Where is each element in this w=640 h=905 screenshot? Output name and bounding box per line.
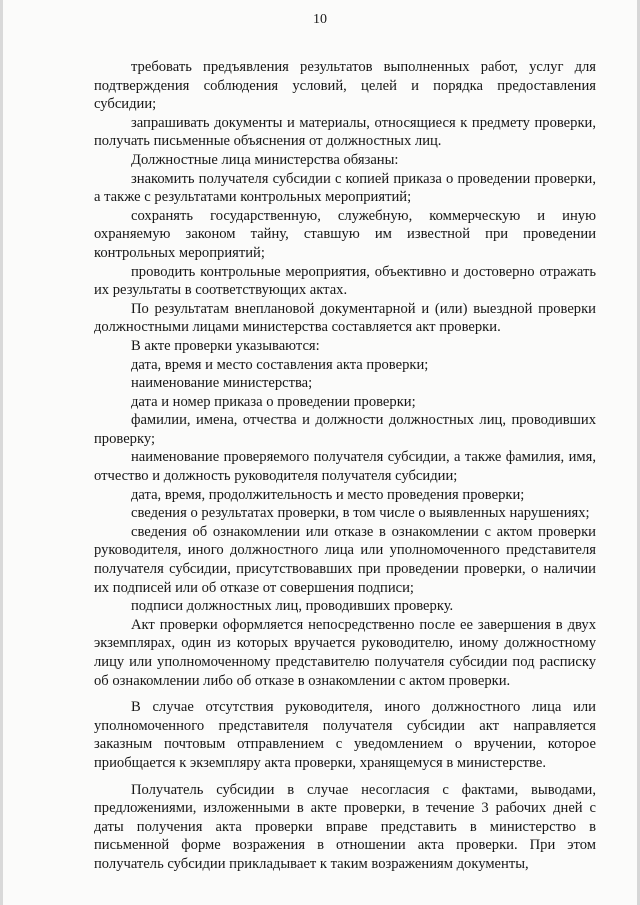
page-number: 10 xyxy=(313,12,327,27)
paragraph: Получатель субсидии в случае несогласия с фактами, выводами, предложениями, изложенными в акте проверки, в течение 3 рабочих дней с даты получения акта проверки вправе представить в министерство в письменной форме возражения в отношении акта проверки. При этом получатель субсидии прикладывает к таким возражениям документы, xyxy=(94,781,596,872)
paragraph: сведения о результатах проверки, в том числе о выявленных нарушениях; xyxy=(131,505,590,522)
paragraph: Акт проверки оформляется непосредственно после ее завершения в двух экземплярах, один из которых вручается руководителю, иному должностному лицу или уполномоченному представителю получателя субсидии под расписку об ознакомлении либо об отказе в ознакомлении с актом проверки. xyxy=(94,616,596,689)
paragraph: Должностные лица министерства обязаны: xyxy=(131,151,399,168)
paragraph: В случае отсутствия руководителя, иного должностного лица или уполномоченного представителя получателя субсидии акт направляется заказным почтовым отправлением с уведомлением о вручении, которое приобщается к экземпляру акта проверки, хранящемуся в министерстве. xyxy=(94,699,596,771)
paragraph: требовать предъявления результатов выполненных работ, услуг для подтверждения соблюдения условий, целей и порядка предоставления субсидии; xyxy=(94,59,596,113)
paragraph: наименование проверяемого получателя субсидии, а также фамилия, имя, отчество и должность руководителя получателя субсидии; xyxy=(94,449,596,485)
paragraph: проводить контрольные мероприятия, объективно и достоверно отражать их результаты в соответствующих актах. xyxy=(94,263,596,299)
paragraph: дата и номер приказа о проведении проверки; xyxy=(131,393,416,410)
paragraph: сохранять государственную, служебную, коммерческую и иную охраняемую законом тайну, ставшую им известной при проведении контрольных мероприятий; xyxy=(94,207,596,261)
paragraph: В акте проверки указываются: xyxy=(131,337,320,354)
paragraph: запрашивать документы и материалы, относящиеся к предмету проверки, получать письменные объяснения от должностных лиц. xyxy=(94,114,596,150)
paragraph: фамилии, имена, отчества и должности должностных лиц, проводивших проверку; xyxy=(94,412,596,447)
paragraph: подписи должностных лиц, проводивших проверку. xyxy=(131,598,454,615)
paragraph: сведения об ознакомлении или отказе в ознакомлении с актом проверки руководителя, иного должностного лица или уполномоченного представителя получателя субсидии, присутствовавших при проведении проверки, о наличии их подписей или об отказе от совершения подписи; xyxy=(94,523,596,596)
paragraph: знакомить получателя субсидии с копией приказа о проведении проверки, а также с результатами контрольных мероприятий; xyxy=(94,170,596,206)
document-body xyxy=(94,58,596,874)
paragraph: По результатам внеплановой документарной и (или) выездной проверки должностными лицами министерства составляется акт проверки. xyxy=(94,300,596,336)
paragraph: наименование министерства; xyxy=(131,375,313,392)
paragraph: дата, время и место составления акта проверки; xyxy=(131,356,429,373)
paragraph: дата, время, продолжительность и место проведения проверки; xyxy=(131,486,525,503)
